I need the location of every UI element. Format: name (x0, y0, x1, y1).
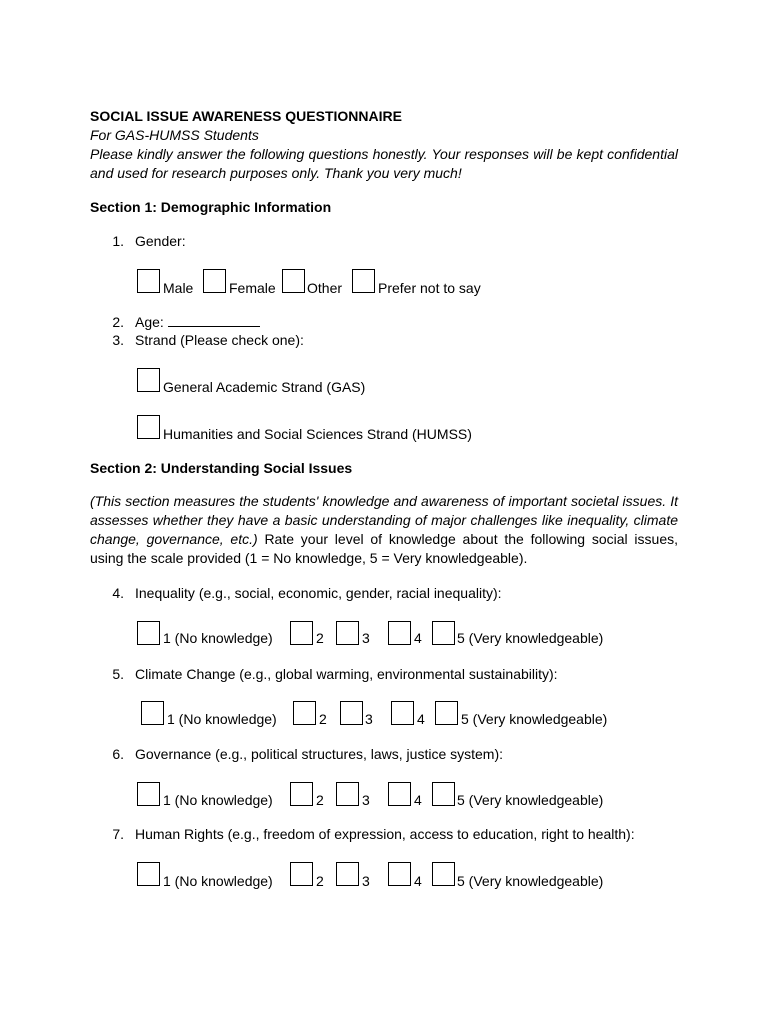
section2-description-plain: Rate your level of knowledge about the following social issues, using the scale provided (1 = No knowledge, 5 = Very knowledgeable). (90, 531, 678, 566)
q5-rating-5-label: 5 (Very knowledgeable) (461, 711, 608, 727)
q6-rating-4-label: 4 (414, 792, 422, 808)
gender-prefer-not-label: Prefer not to say (378, 280, 481, 296)
document-subtitle: For GAS-HUMSS Students (90, 127, 259, 143)
q5-rating-4-checkbox[interactable] (391, 701, 414, 725)
gender-female-checkbox[interactable] (203, 269, 226, 293)
q4-rating-1-checkbox[interactable] (137, 621, 160, 645)
q2-number: 2. (112, 314, 124, 330)
gender-other-checkbox[interactable] (282, 269, 305, 293)
gender-other-label: Other (307, 280, 343, 296)
q7-rating-5-label: 5 (Very knowledgeable) (457, 873, 604, 889)
q4-number: 4. (112, 585, 124, 601)
strand-gas-label: General Academic Strand (GAS) (163, 379, 366, 395)
strand-gas-checkbox[interactable] (137, 368, 160, 392)
q6-rating-4-checkbox[interactable] (388, 782, 411, 806)
q4-rating-2-checkbox[interactable] (290, 621, 313, 645)
q1-label: Gender: (135, 233, 186, 249)
q7-rating-2-checkbox[interactable] (290, 862, 313, 886)
q3-number: 3. (112, 332, 124, 348)
q7-rating-1-label: 1 (No knowledge) (163, 873, 273, 889)
q4-rating-4-label: 4 (414, 630, 422, 646)
age-input-line[interactable] (168, 313, 260, 327)
section2-description (90, 492, 678, 568)
q5-rating-3-label: 3 (365, 711, 373, 727)
q2-row (135, 313, 260, 331)
q5-label: Climate Change (e.g., global warming, environmental sustainability): (135, 666, 558, 682)
gender-female-label: Female (229, 280, 276, 296)
q7-label: Human Rights (e.g., freedom of expression, access to education, right to health): (135, 826, 635, 842)
q5-rating-2-label: 2 (319, 711, 327, 727)
q4-rating-3-checkbox[interactable] (336, 621, 359, 645)
q6-rating-2-checkbox[interactable] (290, 782, 313, 806)
q7-rating-4-checkbox[interactable] (388, 862, 411, 886)
q7-rating-3-checkbox[interactable] (336, 862, 359, 886)
q7-rating-2-label: 2 (316, 873, 324, 889)
q4-rating-3-label: 3 (362, 630, 370, 646)
q5-rating-1-label: 1 (No knowledge) (167, 711, 277, 727)
gender-male-label: Male (163, 280, 194, 296)
q1-number: 1. (112, 233, 124, 249)
q7-rating-5-checkbox[interactable] (432, 862, 455, 886)
q6-rating-2-label: 2 (316, 792, 324, 808)
q7-rating-3-label: 3 (362, 873, 370, 889)
q6-rating-5-checkbox[interactable] (432, 782, 455, 806)
q4-label: Inequality (e.g., social, economic, gender, racial inequality): (135, 585, 502, 601)
document-title: SOCIAL ISSUE AWARENESS QUESTIONNAIRE (90, 108, 402, 124)
gender-male-checkbox[interactable] (137, 269, 160, 293)
q4-rating-5-checkbox[interactable] (432, 621, 455, 645)
q4-rating-5-label: 5 (Very knowledgeable) (457, 630, 604, 646)
q5-rating-5-checkbox[interactable] (435, 701, 458, 725)
q5-rating-4-label: 4 (417, 711, 425, 727)
strand-humss-checkbox[interactable] (137, 415, 160, 439)
q6-rating-3-checkbox[interactable] (336, 782, 359, 806)
section2-description-italic: (This section measures the students' knowledge and awareness of important societal issues. It assesses whether they have a basic understanding of major challenges like inequality, climate change, governance, etc.) (90, 493, 678, 547)
section2-heading: Section 2: Understanding Social Issues (90, 460, 353, 476)
q6-rating-1-checkbox[interactable] (137, 782, 160, 806)
section1-heading: Section 1: Demographic Information (90, 199, 332, 215)
q6-label: Governance (e.g., political structures, laws, justice system): (135, 746, 504, 762)
q5-rating-1-checkbox[interactable] (141, 701, 164, 725)
q5-number: 5. (112, 666, 124, 682)
strand-humss-label: Humanities and Social Sciences Strand (HUMSS) (163, 426, 472, 442)
q5-rating-2-checkbox[interactable] (293, 701, 316, 725)
q3-label: Strand (Please check one): (135, 332, 304, 348)
q5-rating-3-checkbox[interactable] (340, 701, 363, 725)
q7-rating-1-checkbox[interactable] (137, 862, 160, 886)
q2-label: Age: (135, 314, 164, 330)
q7-number: 7. (112, 826, 124, 842)
q4-rating-4-checkbox[interactable] (388, 621, 411, 645)
q6-rating-1-label: 1 (No knowledge) (163, 792, 273, 808)
q6-rating-3-label: 3 (362, 792, 370, 808)
intro-paragraph: Please kindly answer the following questions honestly. Your responses will be kept confidential and used for research purposes only. Thank you very much! (90, 146, 678, 181)
q4-rating-2-label: 2 (316, 630, 324, 646)
gender-prefer-not-checkbox[interactable] (352, 269, 375, 293)
q6-number: 6. (112, 746, 124, 762)
q6-rating-5-label: 5 (Very knowledgeable) (457, 792, 604, 808)
q4-rating-1-label: 1 (No knowledge) (163, 630, 273, 646)
q7-rating-4-label: 4 (414, 873, 422, 889)
